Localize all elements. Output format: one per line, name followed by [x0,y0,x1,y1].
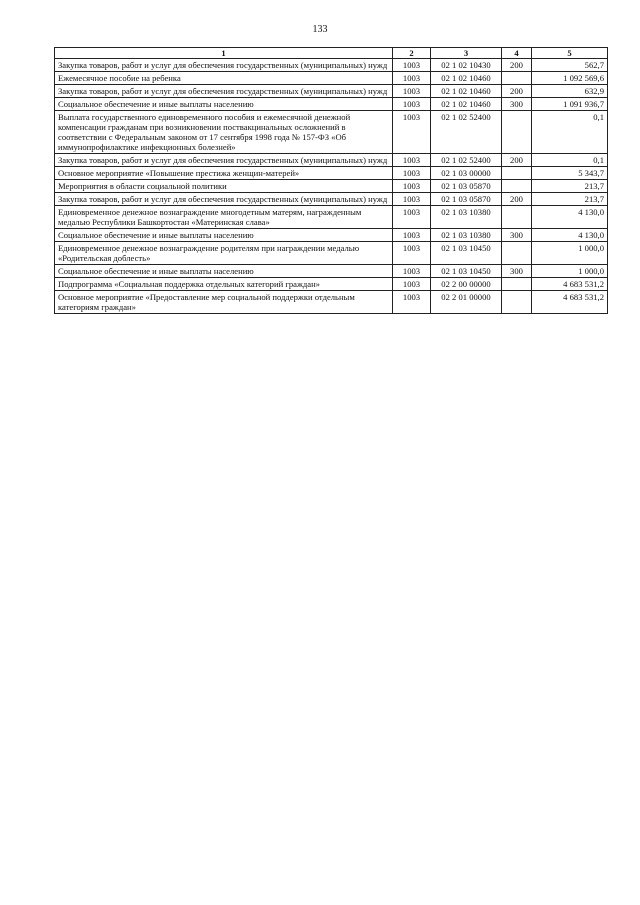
row-name-cell: Закупка товаров, работ и услуг для обеспечения государственных (муниципальных) нужд [55,154,393,167]
row-name-cell: Социальное обеспечение и иные выплаты населению [55,265,393,278]
row-name-cell: Единовременное денежное вознаграждение многодетным матерям, награжденным медалью Республики Башкортостан «Материнская слава» [55,206,393,229]
row-code-cell: 02 1 03 10450 [431,265,502,278]
row-amount-cell: 1 000,0 [532,242,608,265]
row-type-cell [502,72,532,85]
row-amount-cell: 4 130,0 [532,206,608,229]
row-section-cell: 1003 [393,98,431,111]
row-section-cell: 1003 [393,265,431,278]
row-type-cell: 200 [502,59,532,72]
row-type-cell [502,291,532,314]
row-amount-cell: 4 683 531,2 [532,278,608,291]
budget-table [54,47,608,314]
row-section-cell: 1003 [393,242,431,265]
row-name-cell: Основное мероприятие «Повышение престижа женщин-матерей» [55,167,393,180]
row-section-cell: 1003 [393,72,431,85]
row-amount-cell: 0,1 [532,154,608,167]
table-body [55,59,608,314]
row-code-cell: 02 1 03 10450 [431,242,502,265]
row-name-cell: Ежемесячное пособие на ребенка [55,72,393,85]
row-section-cell: 1003 [393,111,431,154]
table-row [55,278,608,291]
column-header: 2 [393,48,431,59]
row-section-cell: 1003 [393,291,431,314]
row-section-cell: 1003 [393,278,431,291]
row-type-cell: 200 [502,85,532,98]
row-code-cell: 02 2 01 00000 [431,291,502,314]
table-row [55,85,608,98]
row-name-cell: Социальное обеспечение и иные выплаты населению [55,229,393,242]
row-name-cell: Социальное обеспечение и иные выплаты населению [55,98,393,111]
row-amount-cell: 0,1 [532,111,608,154]
row-type-cell [502,167,532,180]
header-row [55,48,608,59]
row-section-cell: 1003 [393,154,431,167]
row-type-cell: 300 [502,98,532,111]
row-section-cell: 1003 [393,206,431,229]
row-section-cell: 1003 [393,180,431,193]
table-row [55,291,608,314]
row-code-cell: 02 1 02 10460 [431,98,502,111]
row-section-cell: 1003 [393,85,431,98]
table-row [55,242,608,265]
row-amount-cell: 632,9 [532,85,608,98]
row-code-cell: 02 1 03 10380 [431,229,502,242]
table-row [55,167,608,180]
row-amount-cell: 5 343,7 [532,167,608,180]
table-row [55,154,608,167]
row-name-cell: Закупка товаров, работ и услуг для обеспечения государственных (муниципальных) нужд [55,85,393,98]
row-type-cell [502,206,532,229]
row-type-cell: 300 [502,265,532,278]
row-section-cell: 1003 [393,167,431,180]
row-section-cell: 1003 [393,193,431,206]
column-header: 5 [532,48,608,59]
row-amount-cell: 1 092 569,6 [532,72,608,85]
row-code-cell: 02 1 02 10430 [431,59,502,72]
page-number: 133 [312,24,328,35]
row-type-cell: 200 [502,154,532,167]
table-row [55,72,608,85]
row-code-cell: 02 1 02 10460 [431,85,502,98]
table-row [55,193,608,206]
column-header: 3 [431,48,502,59]
row-amount-cell: 1 000,0 [532,265,608,278]
row-code-cell: 02 1 02 10460 [431,72,502,85]
row-section-cell: 1003 [393,229,431,242]
row-name-cell: Единовременное денежное вознаграждение родителям при награждении медалью «Родительская доблесть» [55,242,393,265]
row-type-cell [502,278,532,291]
row-name-cell: Основное мероприятие «Предоставление мер социальной поддержки отдельным категориям граждан» [55,291,393,314]
row-amount-cell: 213,7 [532,180,608,193]
row-name-cell: Подпрограмма «Социальная поддержка отдельных категорий граждан» [55,278,393,291]
table-row [55,265,608,278]
table-row [55,229,608,242]
row-code-cell: 02 2 00 00000 [431,278,502,291]
row-type-cell [502,111,532,154]
row-amount-cell: 562,7 [532,59,608,72]
row-name-cell: Выплата государственного единовременного пособия и ежемесячной денежной компенсации гражданам при возникновении поствакцинальных осложнений в соответствии с Федеральным законом от 17 сентября 1998 года № 157-ФЗ «Об иммунопрофилактике инфекционных болезней» [55,111,393,154]
row-amount-cell: 4 130,0 [532,229,608,242]
table-row [55,206,608,229]
row-amount-cell: 213,7 [532,193,608,206]
row-type-cell: 200 [502,193,532,206]
row-amount-cell: 1 091 936,7 [532,98,608,111]
row-name-cell: Мероприятия в области социальной политики [55,180,393,193]
row-type-cell [502,180,532,193]
column-header: 4 [502,48,532,59]
row-type-cell: 300 [502,229,532,242]
row-name-cell: Закупка товаров, работ и услуг для обеспечения государственных (муниципальных) нужд [55,59,393,72]
row-code-cell: 02 1 03 05870 [431,193,502,206]
row-code-cell: 02 1 02 52400 [431,154,502,167]
row-name-cell: Закупка товаров, работ и услуг для обеспечения государственных (муниципальных) нужд [55,193,393,206]
table-row [55,98,608,111]
table-row [55,59,608,72]
row-code-cell: 02 1 02 52400 [431,111,502,154]
table-row [55,111,608,154]
row-code-cell: 02 1 03 05870 [431,180,502,193]
table-row [55,180,608,193]
row-code-cell: 02 1 03 00000 [431,167,502,180]
column-header: 1 [55,48,393,59]
row-amount-cell: 4 683 531,2 [532,291,608,314]
row-code-cell: 02 1 03 10380 [431,206,502,229]
row-section-cell: 1003 [393,59,431,72]
row-type-cell [502,242,532,265]
